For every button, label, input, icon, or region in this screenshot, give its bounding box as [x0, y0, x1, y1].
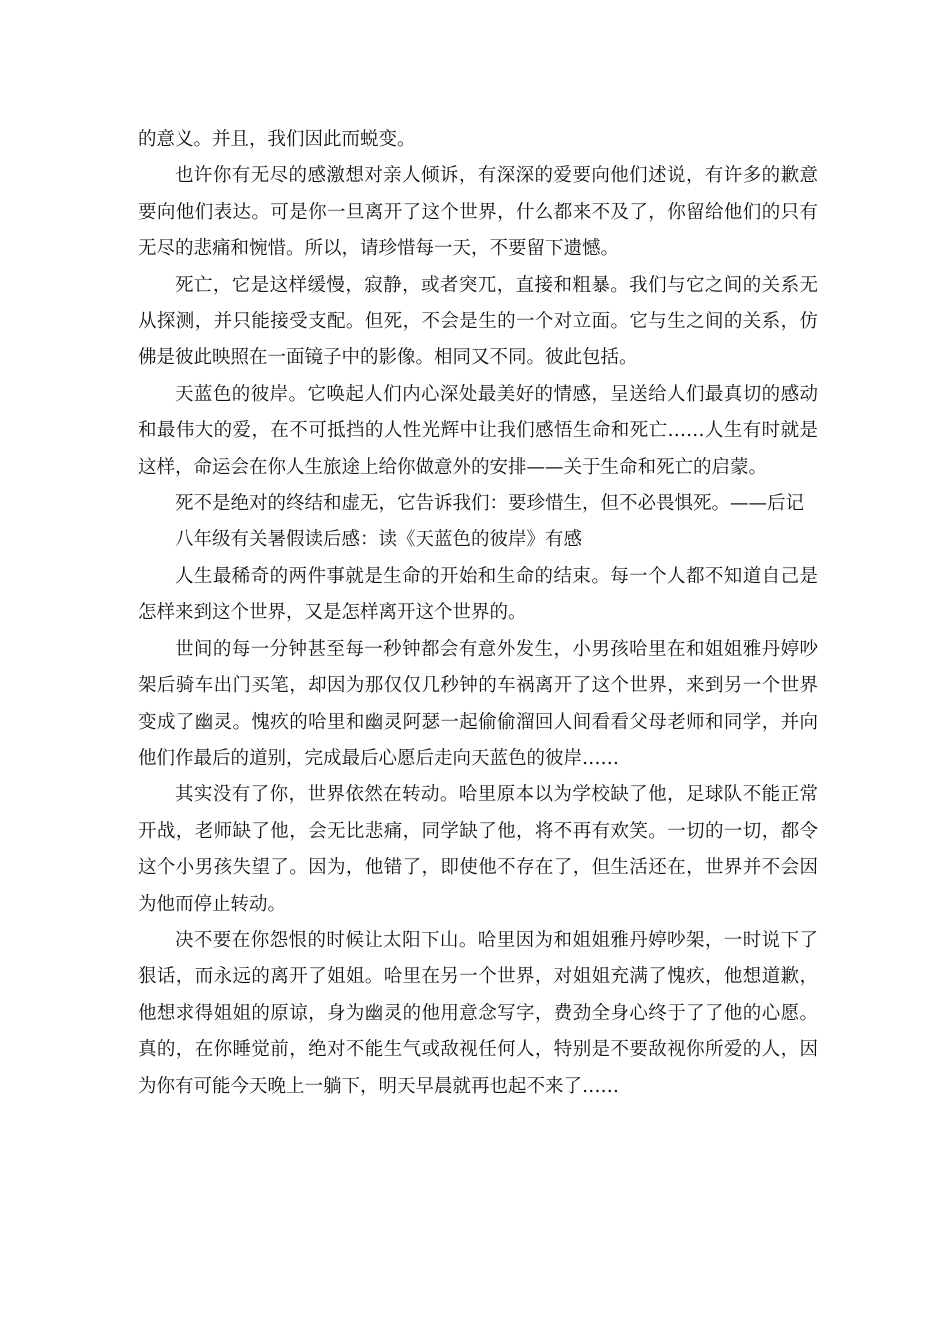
paragraph-world-turns: 其实没有了你，世界依然在转动。哈里原本以为学校缺了他，足球队不能正常开战，老师缺了他，会无比悲痛，同学缺了他，将不再有欢笑。一切的一切，都令这个小男孩失望了。因为，他错了，即使他不存在了，但生活还在，世界并不会因为他而停止转动。: [138, 784, 818, 915]
section-title: 八年级有关暑假读后感：读《天蓝色的彼岸》有感: [175, 529, 583, 551]
paragraph-afterword: 死不是绝对的终结和虚无，它告诉我们：要珍惜生，但不必畏惧死。——后记: [175, 493, 805, 515]
paragraph-blue-shore: 天蓝色的彼岸。它唤起人们内心深处最美好的情感，呈送给人们最真切的感动和最伟大的爱，在不可抵挡的人性光辉中让我们感悟生命和死亡……人生有时就是这样，命运会在你人生旅途上给你做意外的安排——关于生命和死亡的启蒙。: [138, 383, 818, 478]
paragraph-gratitude: 也许你有无尽的感激想对亲人倾诉，有深深的爱要向他们述说，有许多的歉意要向他们表达。可是你一旦离开了这个世界，什么都来不及了，你留给他们的只有无尽的悲痛和惋惜。所以，请珍惜每一天，不要留下遗憾。: [138, 165, 818, 260]
paragraph-harry-story: 世间的每一分钟甚至每一秒钟都会有意外发生，小男孩哈里在和姐姐雅丹婷吵架后骑车出门买笔，却因为那仅仅几秒钟的车祸离开了这个世界，来到另一个世界变成了幽灵。愧疚的哈里和幽灵阿瑟一起偷偷溜回人间看看父母老师和同学，并向他们作最后的道别，完成最后心愿后走向天蓝色的彼岸……: [138, 638, 818, 769]
paragraph-life-events: 人生最稀奇的两件事就是生命的开始和生命的结束。每一个人都不知道自己是怎样来到这个世界，又是怎样离开这个世界的。: [138, 565, 818, 624]
document-body: [138, 122, 818, 1105]
paragraph-resentment: 决不要在你怨恨的时候让太阳下山。哈里因为和姐姐雅丹婷吵架，一时说下了狠话，而永远的离开了姐姐。哈里在另一个世界，对姐姐充满了愧疚，他想道歉，他想求得姐姐的原谅，身为幽灵的他用意念写字，费劲全身心终于了了他的心愿。真的，在你睡觉前，绝对不能生气或敌视任何人，特别是不要敌视你所爱的人，因为你有可能今天晚上一躺下，明天早晨就再也起不来了……: [138, 929, 818, 1097]
paragraph-continuation: 的意义。并且，我们因此而蜕变。: [138, 129, 416, 150]
paragraph-death: 死亡，它是这样缓慢，寂静，或者突兀，直接和粗暴。我们与它之间的关系无从探测，并只能接受支配。但死，不会是生的一个对立面。它与生之间的关系，仿佛是彼此映照在一面镜子中的影像。相同又不同。彼此包括。: [138, 274, 818, 369]
